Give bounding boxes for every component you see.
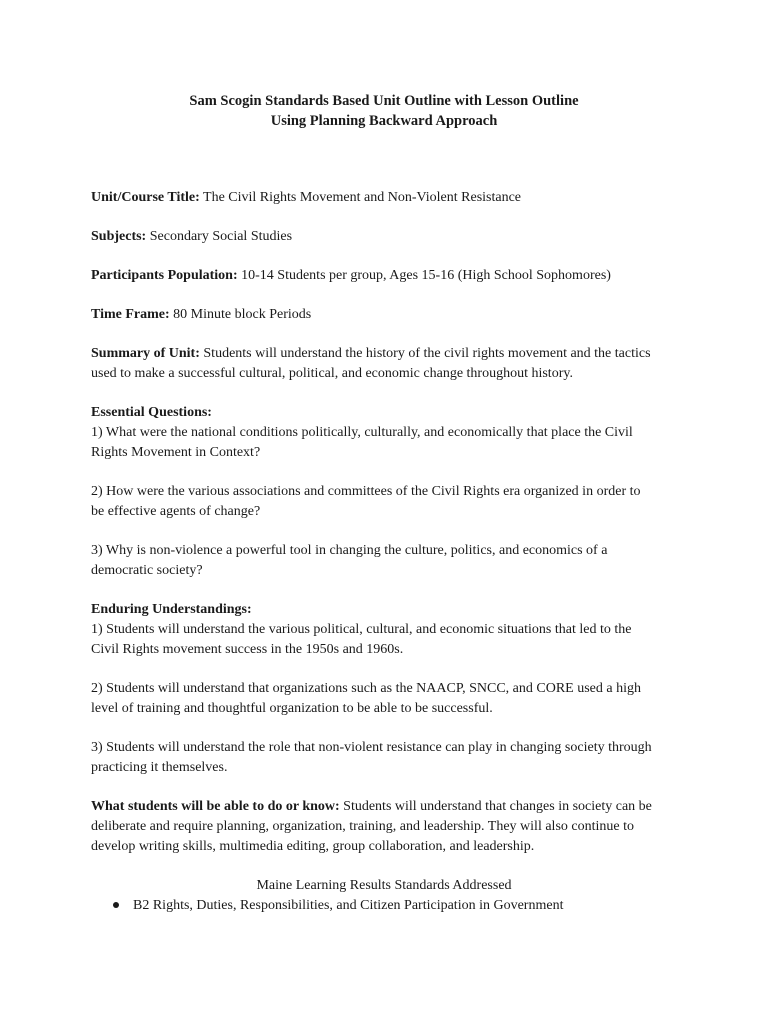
summary-text-line-2: used to make a successful cultural, political, and economic change throughout history. — [91, 366, 573, 381]
unit-title-value: The Civil Rights Movement and Non-Violent Resistance — [199, 190, 522, 205]
subjects-label: Subjects: — [91, 229, 147, 244]
document-title-line-2: Using Planning Backward Approach — [270, 113, 498, 129]
enduring-understanding-2-line-1: 2) Students will understand that organizations such as the NAACP, SNCC, and CORE used a high — [91, 681, 641, 696]
enduring-understandings-heading: Enduring Understandings: — [91, 602, 252, 617]
standards-heading: Maine Learning Results Standards Addressed — [256, 878, 512, 893]
essential-question-2-line-2: be effective agents of change? — [91, 504, 261, 519]
population-row — [91, 266, 691, 286]
population-value: 10-14 Students per group, Ages 15-16 (High School Sophomores) — [237, 268, 611, 283]
document-title-line-1: Sam Scogin Standards Based Unit Outline with Lesson Outline — [189, 93, 579, 109]
summary-text-line-1: Students will understand the history of the civil rights movement and the tactics — [199, 346, 651, 361]
essential-questions-heading: Essential Questions: — [91, 405, 212, 420]
subjects-value: Secondary Social Studies — [146, 229, 293, 244]
bullet-icon — [113, 902, 119, 908]
timeframe-label: Time Frame: — [91, 307, 170, 322]
unit-title-row — [91, 188, 691, 208]
standards-list-item — [113, 896, 563, 916]
timeframe-value: 80 Minute block Periods — [169, 307, 312, 322]
abilities-label: What students will be able to do or know: — [91, 799, 340, 814]
essential-question-3-line-2: democratic society? — [91, 563, 203, 578]
subjects-row — [91, 227, 691, 247]
unit-title-label: Unit/Course Title: — [91, 190, 200, 205]
essential-question-1-line-1: 1) What were the national conditions politically, culturally, and economically that place the Civil — [91, 425, 633, 440]
timeframe-row — [91, 305, 691, 325]
enduring-understanding-1-line-1: 1) Students will understand the various political, cultural, and economic situations that led to the — [91, 622, 632, 637]
summary-row — [91, 344, 691, 364]
standards-list-item-text: B2 Rights, Duties, Responsibilities, and Citizen Participation in Government — [133, 898, 564, 913]
abilities-row — [91, 797, 691, 817]
essential-question-1-line-2: Rights Movement in Context? — [91, 445, 261, 460]
summary-label: Summary of Unit: — [91, 346, 200, 361]
enduring-understanding-2-line-2: level of training and thoughtful organization to be able to be successful. — [91, 701, 493, 716]
enduring-understanding-3-line-2: practicing it themselves. — [91, 760, 228, 775]
population-label: Participants Population: — [91, 268, 238, 283]
abilities-text-line-3: develop writing skills, multimedia editing, group collaboration, and leadership. — [91, 839, 535, 854]
enduring-understanding-3-line-1: 3) Students will understand the role that non-violent resistance can play in changing society through — [91, 740, 652, 755]
enduring-understanding-1-line-2: Civil Rights movement success in the 1950s and 1960s. — [91, 642, 404, 657]
essential-question-3-line-1: 3) Why is non-violence a powerful tool in changing the culture, politics, and economics of a — [91, 543, 608, 558]
abilities-text-line-2: deliberate and require planning, organization, training, and leadership. They will also continue to — [91, 819, 634, 834]
abilities-text-line-1: Students will understand that changes in society can be — [339, 799, 652, 814]
essential-question-2-line-1: 2) How were the various associations and committees of the Civil Rights era organized in order to — [91, 484, 641, 499]
